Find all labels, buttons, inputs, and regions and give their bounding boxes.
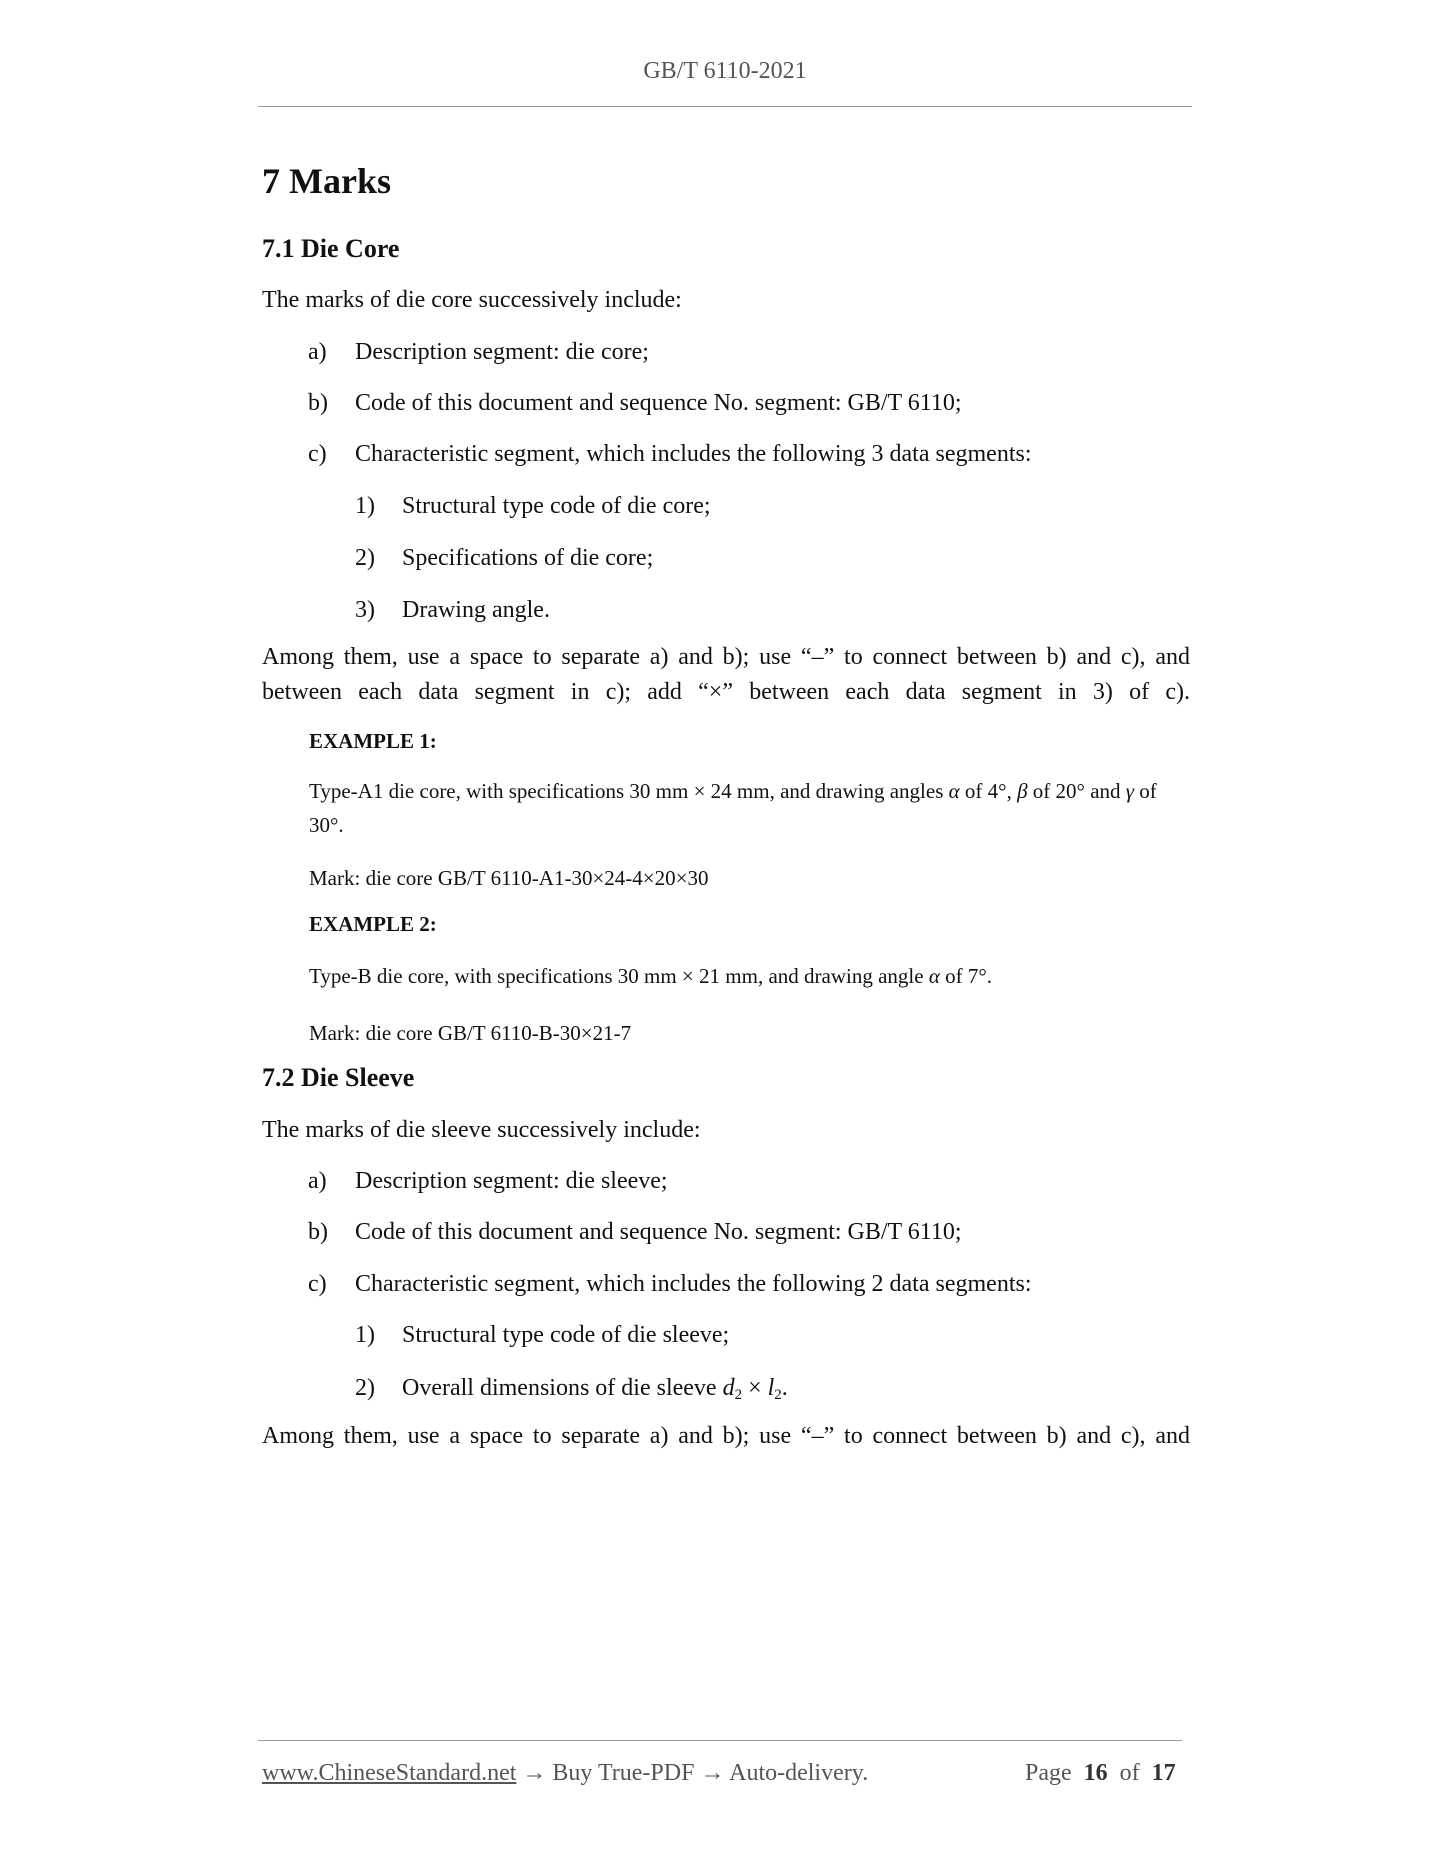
beta-symbol: β xyxy=(1017,779,1028,803)
list-item-text: Structural type code of die core; xyxy=(402,493,711,519)
page-indicator: Page 16 of 17 xyxy=(1025,1760,1176,1786)
list-marker: c) xyxy=(308,1271,327,1297)
list-item-text: Drawing angle. xyxy=(402,597,550,623)
list-item-text: Code of this document and sequence No. segment: GB/T 6110; xyxy=(355,1219,962,1245)
list-item-text: Description segment: die sleeve; xyxy=(355,1168,668,1194)
subsection-heading-7-1: 7.1 Die Core xyxy=(262,234,400,263)
list-item xyxy=(308,1168,668,1195)
page-header: GB/T 6110-2021 xyxy=(643,58,807,84)
sub-list-item xyxy=(355,1322,729,1349)
alpha-symbol: α xyxy=(928,964,940,988)
paragraph-among-7-1: Among them, use a space to separate a) and b); use “–” to connect between b) and c), and between each data segment in c); add “×” between each data segment in 3) of c). xyxy=(262,644,1190,705)
d-symbol: d xyxy=(722,1375,735,1401)
page-number: 16 xyxy=(1083,1760,1108,1786)
paragraph-intro-7-2: The marks of die sleeve successively include: xyxy=(262,1117,701,1143)
example-mark: Mark: die core GB/T 6110-B-30×21-7 xyxy=(309,1021,632,1045)
list-item xyxy=(308,339,649,366)
list-marker: 2) xyxy=(355,545,375,571)
list-item-text: Characteristic segment, which includes the following 3 data segments: xyxy=(355,441,1032,467)
example-title: EXAMPLE 2: xyxy=(309,912,437,936)
example-description: Type-A1 die core, with specifications 30 mm × 24 mm, and drawing angles α of 4°, β of 20° and γ of 30°. xyxy=(309,779,1157,837)
website-link[interactable]: www.ChineseStandard.net xyxy=(262,1760,517,1786)
footer-promo-text: → Buy True-PDF → Auto-delivery. xyxy=(516,1760,869,1786)
page-total: 17 xyxy=(1151,1760,1176,1786)
sub-list-item xyxy=(355,493,711,520)
list-marker: a) xyxy=(308,1168,327,1194)
list-marker: 1) xyxy=(355,1322,375,1348)
list-item xyxy=(308,441,1032,468)
sub-list-item xyxy=(355,545,653,572)
list-item xyxy=(308,1271,1032,1298)
list-marker: 1) xyxy=(355,493,375,519)
gamma-symbol: γ xyxy=(1125,779,1135,803)
list-item-text: Code of this document and sequence No. segment: GB/T 6110; xyxy=(355,390,962,416)
list-marker: 2) xyxy=(355,1375,375,1401)
sub-list-item xyxy=(355,1375,788,1402)
header-divider xyxy=(258,106,1192,107)
sub-list-item xyxy=(355,597,550,624)
example-description: Type-B die core, with specifications 30 mm × 21 mm, and drawing angle α of 7°. xyxy=(309,964,992,988)
example-title: EXAMPLE 1: xyxy=(309,729,437,753)
list-marker: b) xyxy=(308,1219,328,1245)
section-heading: 7 Marks xyxy=(262,161,391,201)
alpha-symbol: α xyxy=(948,779,960,803)
footer-left xyxy=(262,1760,868,1787)
list-marker: 3) xyxy=(355,597,375,623)
list-item-text: Characteristic segment, which includes the following 2 data segments: xyxy=(355,1271,1032,1297)
paragraph-intro-7-1: The marks of die core successively include: xyxy=(262,287,682,313)
l-symbol: l xyxy=(767,1375,775,1401)
list-item-text: Overall dimensions of die sleeve $d_2 \times l_2$. xyxy=(402,1375,788,1403)
list-item-text: Specifications of die core; xyxy=(402,545,654,571)
list-marker: c) xyxy=(308,441,327,467)
list-item xyxy=(308,390,962,417)
list-item-text: Description segment: die core; xyxy=(355,339,649,365)
example-mark: Mark: die core GB/T 6110-A1-30×24-4×20×30 xyxy=(309,866,709,890)
list-marker: b) xyxy=(308,390,328,416)
list-item xyxy=(308,1219,962,1246)
subsection-heading-7-2: 7.2 Die Sleeve xyxy=(262,1063,415,1092)
list-marker: a) xyxy=(308,339,327,365)
paragraph-among-7-2: Among them, use a space to separate a) and b); use “–” to connect between b) and c), and xyxy=(262,1423,1190,1449)
list-item-text: Structural type code of die sleeve; xyxy=(402,1322,730,1348)
footer-divider xyxy=(258,1740,1182,1741)
